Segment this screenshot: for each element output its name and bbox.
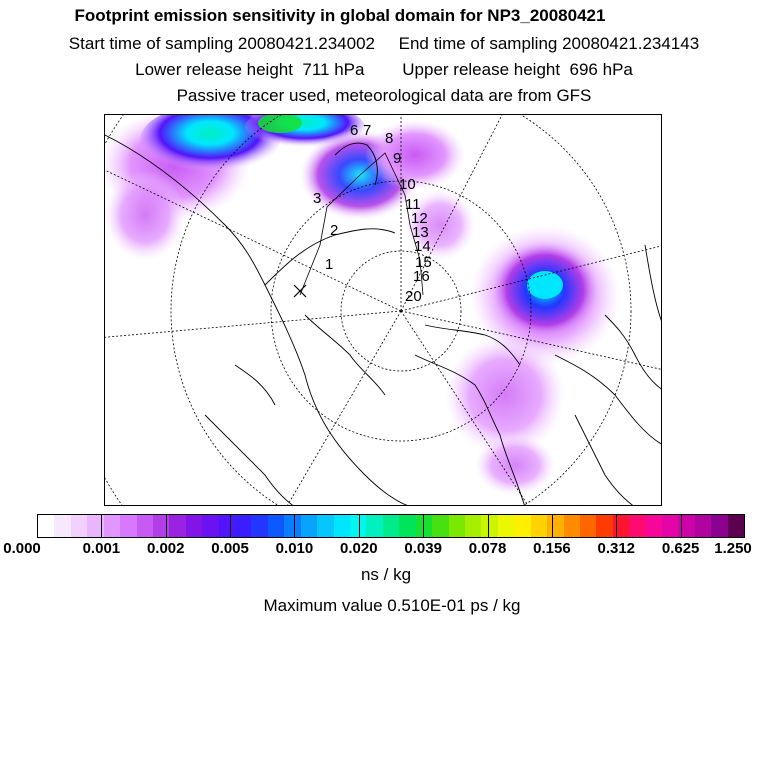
unit-label: ns / kg xyxy=(360,565,412,584)
colorbar-swatch xyxy=(366,515,382,537)
colorbar-swatch xyxy=(547,515,563,537)
cross-marker-icon xyxy=(294,285,306,297)
map-canvas xyxy=(105,115,662,506)
colorbar-swatch xyxy=(564,515,580,537)
map-title: Footprint emission sensitivity in global domain for NP3_20080421 xyxy=(74,6,606,25)
colorbar-swatch xyxy=(498,515,514,537)
colorbar-swatch xyxy=(38,515,54,537)
colorbar-tick-label: 0.002 xyxy=(146,540,185,557)
colorbar-swatch xyxy=(235,515,251,537)
colorbar-tick-label: 0.010 xyxy=(275,540,314,557)
colorbar-tick-label: 0.312 xyxy=(597,540,636,557)
colorbar-tick-label: 0.000 xyxy=(3,540,41,557)
colorbar-swatch xyxy=(268,515,284,537)
trajectory-label: 1 xyxy=(325,256,334,273)
colorbar-divider xyxy=(616,515,617,537)
colorbar-swatch xyxy=(629,515,645,537)
colorbar-tick-label: 0.078 xyxy=(468,540,507,557)
colorbar-divider xyxy=(359,515,360,537)
colorbar-swatch xyxy=(334,515,350,537)
colorbar-swatch xyxy=(662,515,678,537)
trajectory-label: 3 xyxy=(313,190,322,207)
colorbar-swatch xyxy=(251,515,267,537)
trajectory-label: 16 xyxy=(413,268,430,285)
colorbar-divider xyxy=(552,515,553,537)
tracer-info: Passive tracer used, meteorological data are from GFS xyxy=(176,86,592,105)
colorbar-swatch xyxy=(137,515,153,537)
trajectory-label: 11 xyxy=(405,196,421,213)
colorbar-divider xyxy=(423,515,424,537)
colorbar-swatch xyxy=(186,515,202,537)
trajectory-label: 9 xyxy=(393,150,402,167)
colorbar-swatch xyxy=(695,515,711,537)
trajectory-label: 14 xyxy=(414,238,431,255)
trajectory-label: 15 xyxy=(415,254,432,271)
colorbar-tick-label: 0.156 xyxy=(533,540,571,557)
colorbar-swatch xyxy=(219,515,235,537)
colorbar-swatch xyxy=(432,515,448,537)
colorbar-swatch xyxy=(383,515,399,537)
colorbar-swatch xyxy=(54,515,70,537)
colorbar-swatch xyxy=(399,515,415,537)
colorbar-swatch xyxy=(711,515,727,537)
trajectory-label: 2 xyxy=(330,222,339,239)
colorbar-swatch xyxy=(120,515,136,537)
trajectory-label: 13 xyxy=(412,224,429,241)
trajectory-label: 12 xyxy=(411,210,428,227)
colorbar-tick-label: 0.625 xyxy=(661,540,700,557)
colorbar-swatch xyxy=(449,515,465,537)
colorbar-tick-label: 1.250 xyxy=(714,540,752,557)
polar-map xyxy=(104,114,662,506)
trajectory-label: 8 xyxy=(385,130,394,147)
colorbar-tick-label: 0.001 xyxy=(82,540,121,557)
sampling-times: Start time of sampling 20080421.234002 End time of sampling 20080421.234143 xyxy=(68,34,700,53)
colorbar xyxy=(37,514,745,538)
colorbar-swatch xyxy=(301,515,317,537)
colorbar-tick-label: 0.005 xyxy=(211,540,249,557)
colorbar-swatch xyxy=(613,515,629,537)
colorbar-swatch xyxy=(481,515,497,537)
colorbar-swatch xyxy=(646,515,662,537)
colorbar-divider xyxy=(681,515,682,537)
colorbar-tick-label: 0.020 xyxy=(340,540,378,557)
colorbar-swatch xyxy=(202,515,218,537)
colorbar-swatch xyxy=(153,515,169,537)
colorbar-tick-labels xyxy=(0,540,768,560)
colorbar-divider xyxy=(166,515,167,537)
colorbar-divider xyxy=(230,515,231,537)
colorbar-swatch xyxy=(728,515,744,537)
colorbar-swatch xyxy=(465,515,481,537)
max-value-text: Maximum value 0.510E-01 ps / kg xyxy=(263,596,521,615)
colorbar-swatch xyxy=(596,515,612,537)
trajectory-label: 6 xyxy=(350,122,359,139)
sensitivity-plume-east xyxy=(405,190,620,495)
colorbar-swatch xyxy=(531,515,547,537)
colorbar-divider xyxy=(101,515,102,537)
colorbar-swatch xyxy=(104,515,120,537)
trajectory-label: 7 xyxy=(363,122,372,139)
colorbar-divider xyxy=(294,515,295,537)
colorbar-divider xyxy=(488,515,489,537)
trajectory-label: 10 xyxy=(399,176,416,193)
colorbar-swatch xyxy=(514,515,530,537)
colorbar-swatch xyxy=(71,515,87,537)
colorbar-swatch xyxy=(284,515,300,537)
colorbar-swatch xyxy=(317,515,333,537)
colorbar-swatch xyxy=(580,515,596,537)
trajectory-label: 20 xyxy=(405,288,422,305)
colorbar-swatch xyxy=(169,515,185,537)
colorbar-tick-label: 0.039 xyxy=(404,540,442,557)
release-heights: Lower release height 711 hPa Upper release height 696 hPa xyxy=(135,60,633,79)
